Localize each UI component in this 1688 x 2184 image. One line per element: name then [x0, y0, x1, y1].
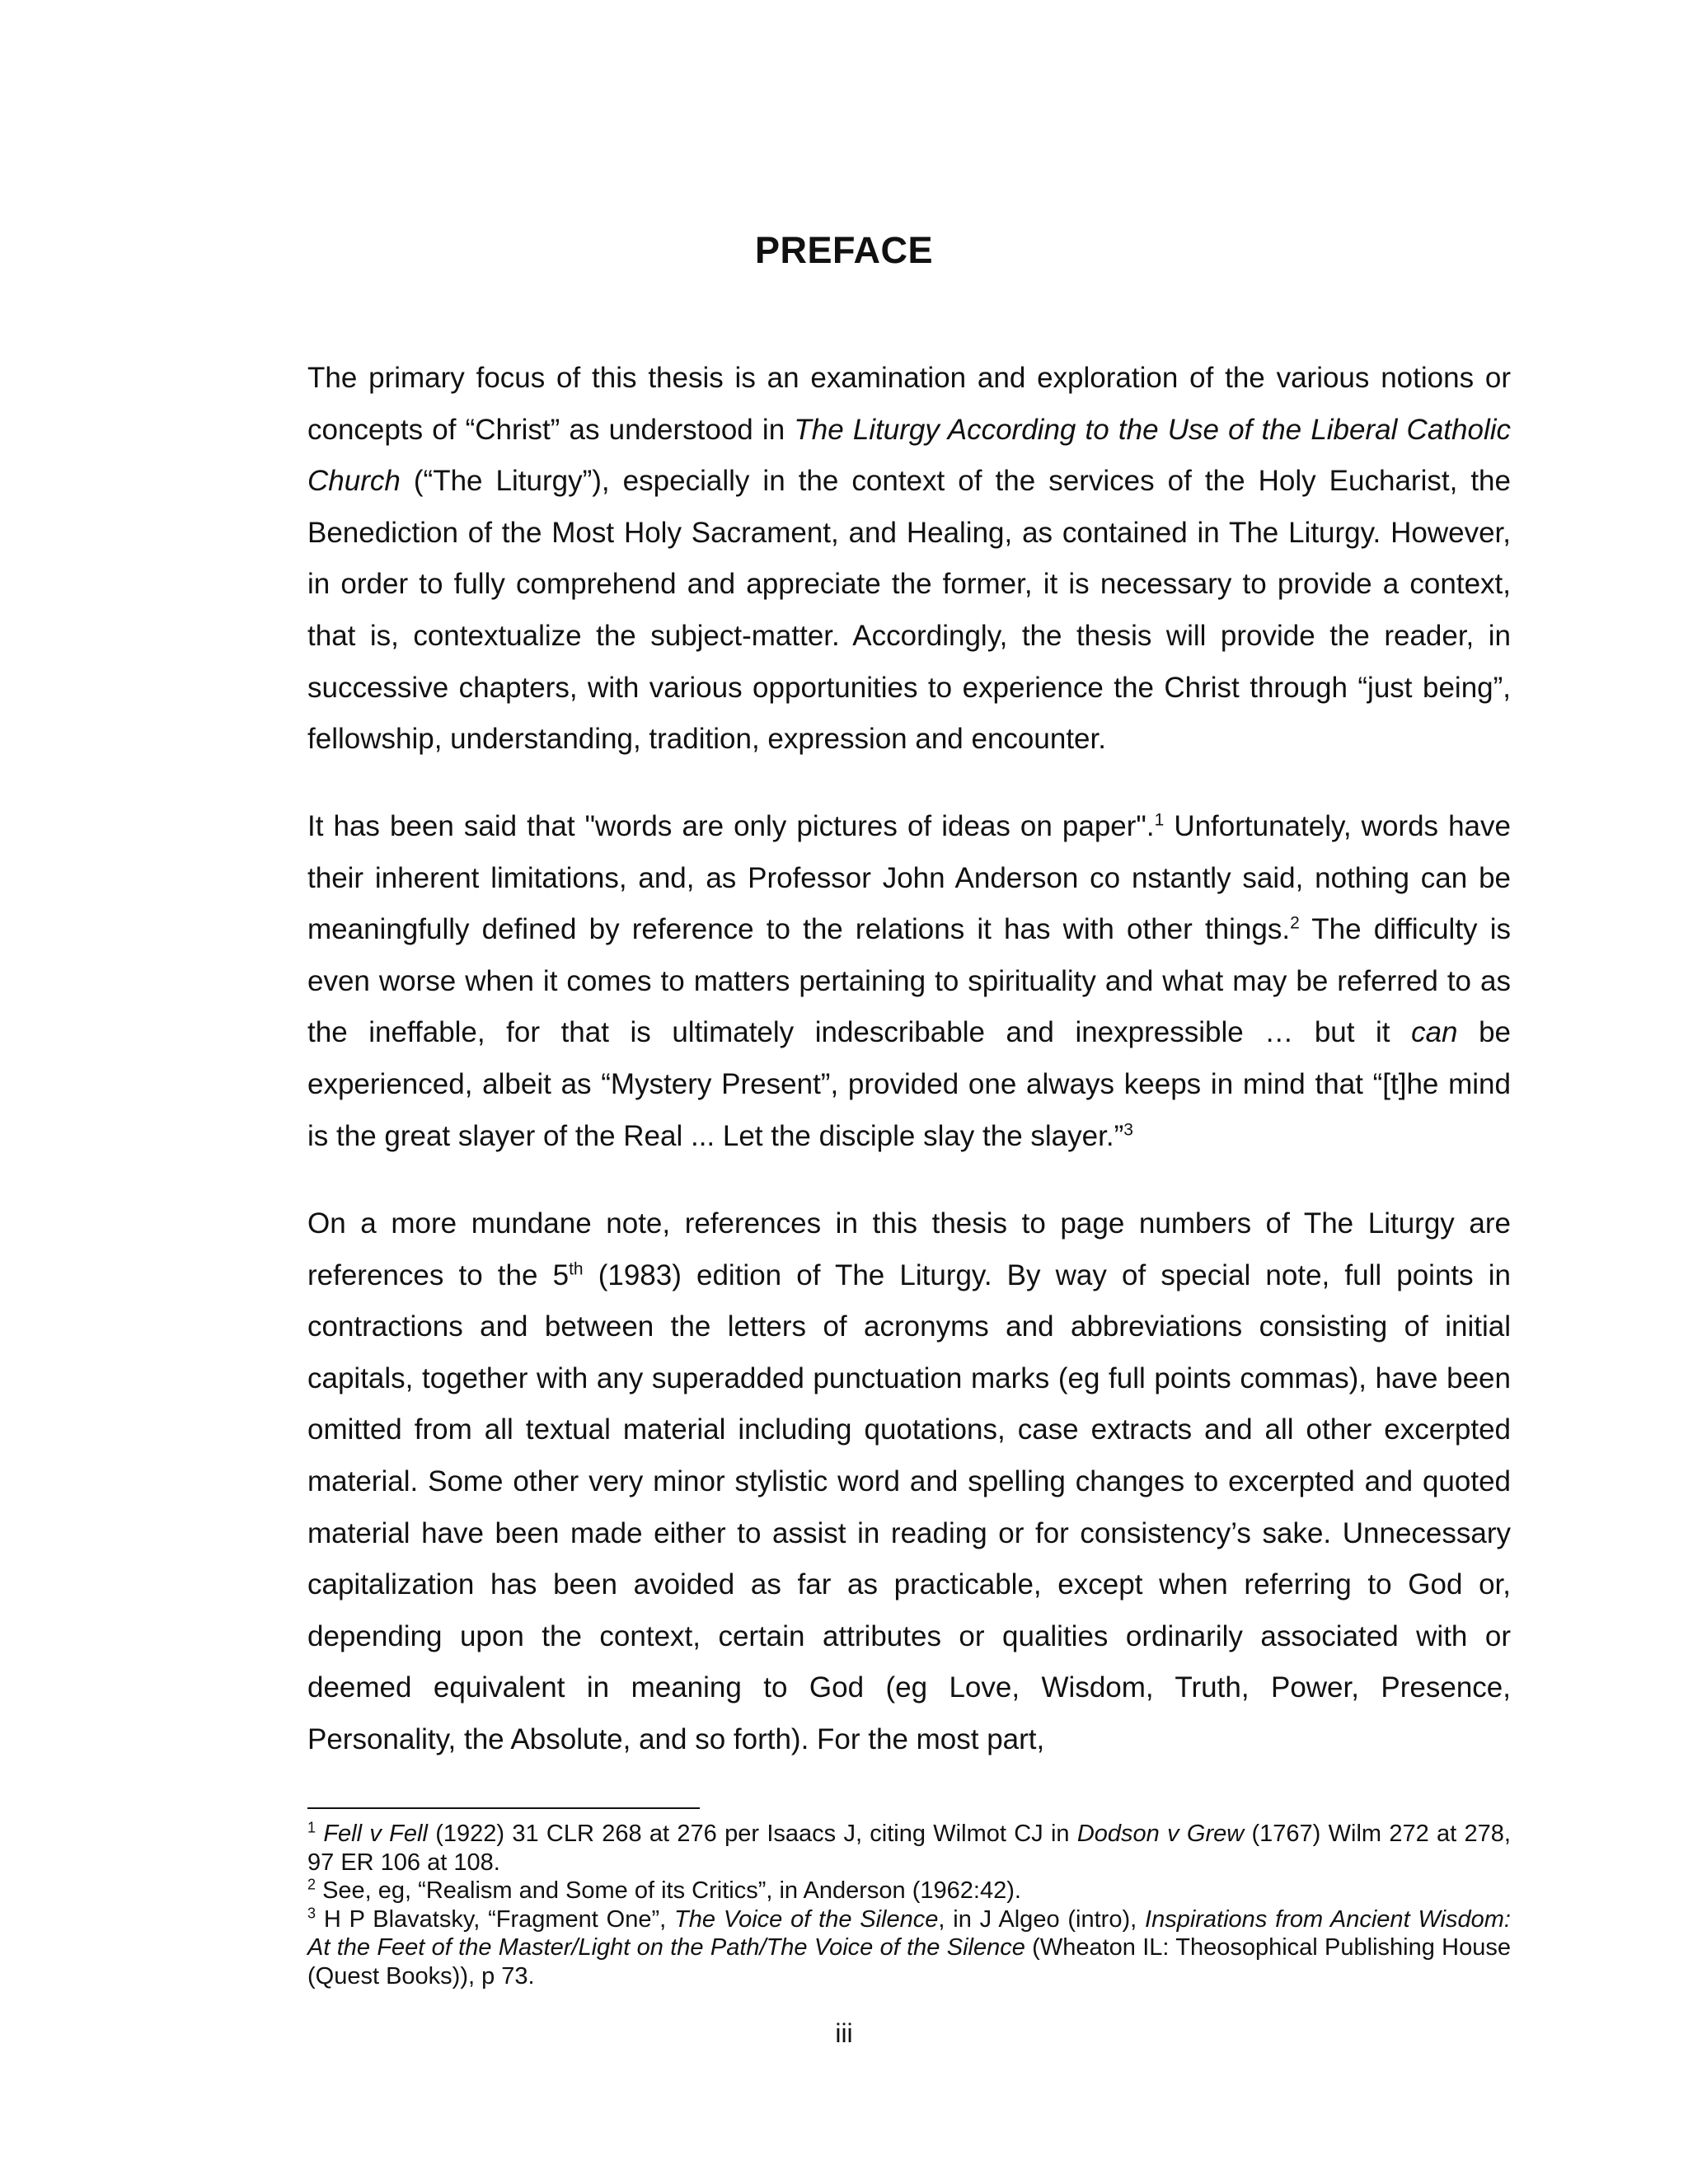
footnote-1-text-2: (1767) Wilm 272 at 278, 97 ER 106 at 108. [307, 1821, 1511, 1876]
footnote-ref-3[interactable]: 3 [1123, 1119, 1133, 1139]
footnote-1-number: 1 [307, 1819, 316, 1836]
footnote-1-text-1: (1922) 31 CLR 268 at 276 per Isaacs J, citing Wilmot CJ in [427, 1821, 1077, 1847]
footnote-3-italic-2: Inspirations from Ancient Wisdom: At the Feet of the Master/Light on the Path/The Voice of the Silence [307, 1905, 1511, 1961]
p1-text-2: (“The Liturgy”), especially in the context of the services of the Holy Eucharist, the Benediction of the Most Holy Sacrament, and Healing, as contained in The Liturgy. However, in order to fully comprehend and appreciate the former, it is necessary to provide a context, that is, contextualize the subject-matter. Accordingly, the thesis will provide the reader, in successive chapters, with various opportunities to experience the Christ through “just being”, fellowship, understanding, tradition, expression and encounter. [307, 465, 1511, 756]
paragraph-2 [307, 801, 1511, 1162]
footnote-2-text: See, eg, “Realism and Some of its Critics”, in Anderson (1962:42). [316, 1877, 1021, 1905]
p3-text-1: On a more mundane note, references in this thesis to page numbers of The Liturgy are references to the 5 [307, 1207, 1511, 1291]
footnote-3-italic-1: The Voice of the Silence [674, 1905, 939, 1933]
footnote-3-text-3: (Wheaton IL: Theosophical Publishing House (Quest Books)), p 73. [307, 1934, 1511, 1990]
footnote-1-italic-2: Dodson v Grew [1076, 1821, 1245, 1847]
footnote-3-text-1: H P Blavatsky, “Fragment One”, [316, 1905, 675, 1933]
p1-italic-title: The Liturgy According to the Use of the Liberal Catholic Church [307, 413, 1512, 498]
page-title: PREFACE [754, 229, 934, 271]
p2-text-3: The difficulty is even worse when it comes to matters pertaining to spirituality and what may be referred to as the ineffable, for that is ultimately indescribable and inexpressible … but it [307, 913, 1511, 1049]
footnote-ref-2[interactable]: 2 [1290, 913, 1300, 933]
footnote-3 [307, 1905, 1511, 1991]
footnote-2-number: 2 [307, 1876, 316, 1893]
footnote-1 [307, 1820, 1511, 1877]
p2-text-2: Unfortunately, words have their inherent limitations, and, as Professor John Anderson co nstantly said, nothing can be meaningfully defined by reference to the relations it has with other things. [307, 810, 1511, 946]
paragraph-3 [307, 1198, 1511, 1766]
footnote-2 [307, 1877, 1511, 1905]
footnote-1-italic-1: Fell v Fell [323, 1821, 428, 1847]
p3-text-2: (1983) edition of The Liturgy. By way of special note, full points in contractions and between the letters of acronyms and abbreviations consisting of initial capitals, together with any superadded punctuation marks (eg full points commas), have been omitted from all textual material including quotations, case extracts and all other excerpted material. Some other very minor stylistic word and spelling changes to excerpted and quoted material have been made either to assist in reading or for consistency’s sake. Unnecessary capitalization has been avoided as far as practicable, except when referring to God or, depending upon the context, certain attributes or qualities ordinarily associated with or deemed equivalent in meaning to God (eg Love, Wisdom, Truth, Power, Presence, Personality, the Absolute, and so forth). For the most part, [307, 1258, 1512, 1755]
p2-text-4: be experienced, albeit as “Mystery Present”, provided one always keeps in mind that “[t]he mind is the great slayer of the Real ... Let the disciple slay the slayer.” [307, 1016, 1512, 1152]
footnote-ref-1[interactable]: 1 [1154, 810, 1165, 830]
footnote-3-text-2: , in J Algeo (intro), [938, 1905, 1146, 1933]
footnote-3-number: 3 [307, 1905, 316, 1922]
paragraph-1 [307, 353, 1511, 766]
footnotes [307, 1820, 1511, 1991]
footnote-separator [307, 1807, 700, 1809]
p2-italic-can: can [1411, 1016, 1458, 1049]
ordinal-suffix: th [569, 1258, 584, 1278]
p2-text-1: It has been said that "words are only pictures of ideas on paper". [307, 810, 1155, 842]
page-number: iii [835, 2018, 853, 2048]
p1-text-1: The primary focus of this thesis is an examination and exploration of the various notions or concepts of “Christ” as understood in [307, 362, 1511, 446]
